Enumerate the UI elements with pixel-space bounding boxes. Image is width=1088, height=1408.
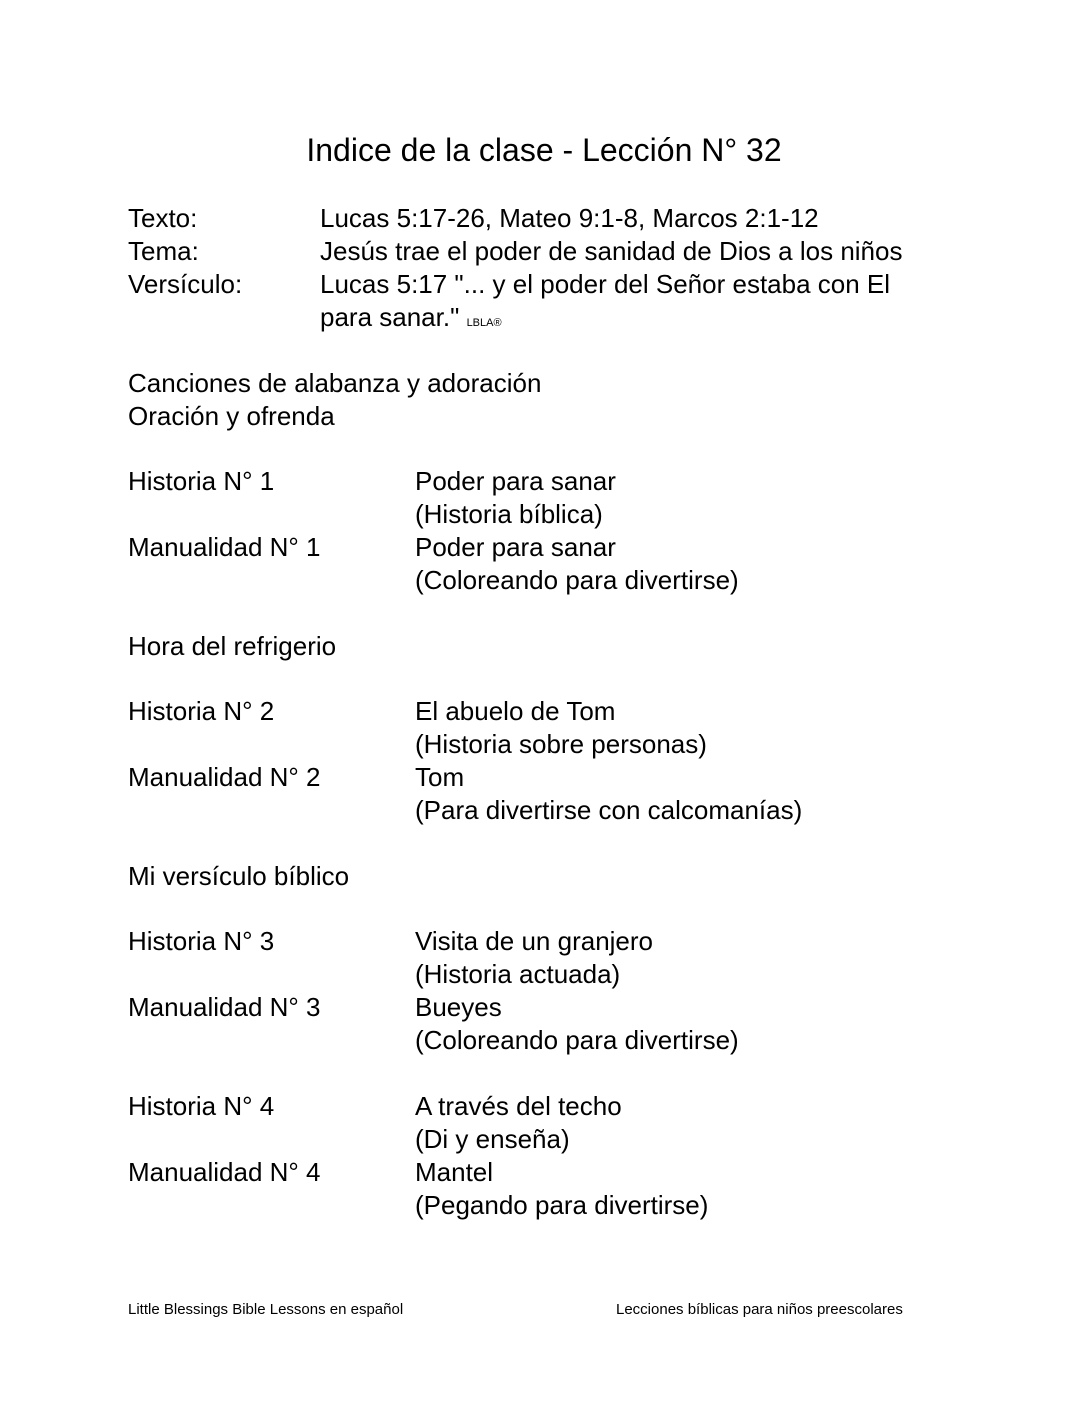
historia-3-label: Historia N° 3 <box>128 926 275 956</box>
historia-4-title: A través del techo <box>415 1091 622 1121</box>
manualidad-2-subtitle: (Para divertirse con calcomanías) <box>415 795 803 825</box>
historia-4-label: Historia N° 4 <box>128 1091 275 1121</box>
versiculo-text: para sanar." <box>320 302 460 332</box>
historia-1-subtitle: (Historia bíblica) <box>415 499 603 529</box>
historia-2-label: Historia N° 2 <box>128 696 275 726</box>
manualidad-4-title: Mantel <box>415 1157 494 1187</box>
opening-prayer: Oración y ofrenda <box>128 401 335 431</box>
historia-3-subtitle: (Historia actuada) <box>415 959 621 989</box>
texto-label: Texto: <box>128 203 198 233</box>
page-title: Indice de la clase - Lección N° 32 <box>306 132 782 168</box>
memory-verse: Mi versículo bíblico <box>128 861 350 891</box>
manualidad-2-title: Tom <box>415 762 465 792</box>
historia-3-title: Visita de un granjero <box>415 926 654 956</box>
manualidad-3-title: Bueyes <box>415 992 502 1022</box>
versiculo-line-2 <box>320 301 502 340</box>
snack-time: Hora del refrigerio <box>128 631 337 661</box>
tema-value: Jesús trae el poder de sanidad de Dios a los niños <box>320 236 903 266</box>
historia-4-subtitle: (Di y enseña) <box>415 1124 570 1154</box>
manualidad-2-label: Manualidad N° 2 <box>128 762 321 792</box>
versiculo-version: LBLA® <box>466 317 502 329</box>
historia-2-title: El abuelo de Tom <box>415 696 616 726</box>
footer-left: Little Blessings Bible Lessons en español <box>128 1301 404 1318</box>
historia-2-subtitle: (Historia sobre personas) <box>415 729 707 759</box>
tema-label: Tema: <box>128 236 199 266</box>
versiculo-line-1: Lucas 5:17 "... y el poder del Señor estaba con El <box>320 269 891 299</box>
texto-value: Lucas 5:17-26, Mateo 9:1-8, Marcos 2:1-12 <box>320 203 819 233</box>
footer-right: Lecciones bíblicas para niños preescolares <box>616 1301 903 1318</box>
manualidad-3-subtitle: (Coloreando para divertirse) <box>415 1025 739 1055</box>
manualidad-1-title: Poder para sanar <box>415 532 616 562</box>
historia-1-label: Historia N° 1 <box>128 466 275 496</box>
historia-1-title: Poder para sanar <box>415 466 616 496</box>
versiculo-label: Versículo: <box>128 269 243 299</box>
opening-songs: Canciones de alabanza y adoración <box>128 368 542 398</box>
manualidad-1-label: Manualidad N° 1 <box>128 532 321 562</box>
manualidad-1-subtitle: (Coloreando para divertirse) <box>415 565 739 595</box>
manualidad-4-label: Manualidad N° 4 <box>128 1157 321 1187</box>
manualidad-4-subtitle: (Pegando para divertirse) <box>415 1190 709 1220</box>
manualidad-3-label: Manualidad N° 3 <box>128 992 321 1022</box>
